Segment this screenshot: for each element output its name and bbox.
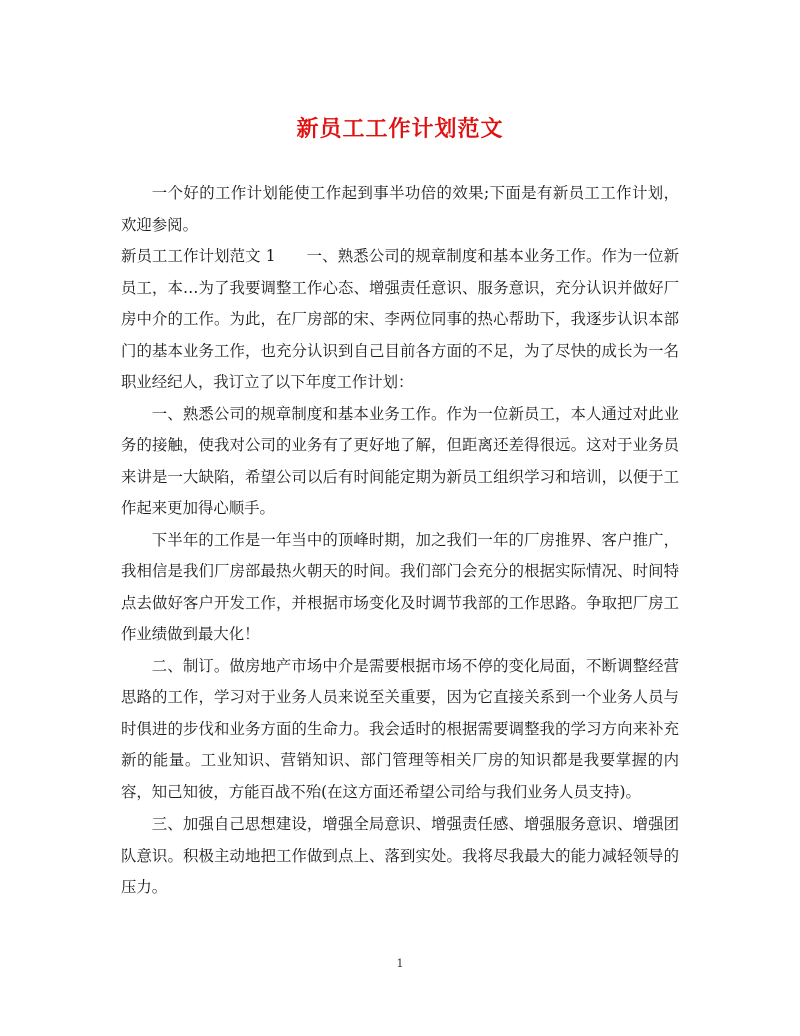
paragraph-second-half: 下半年的工作是一年当中的顶峰时期，加之我们一年的厂房推界、客户推广，我相信是我们厂房部最热火朝天的时间。我们部门会充分的根据实际情况、时间特点去做好客户开发工作，并根据市场变化及时调节我部的工作思路。争取把厂房工作业绩做到最大化！ (121, 530, 679, 643)
paragraph-section-two: 二、制订。做房地产市场中介是需要根据市场不停的变化局面，不断调整经营思路的工作，学习对于业务人员来说至关重要，因为它直接关系到一个业务人员与时俱进的步伐和业务方面的生命力。我会适时的根据需要调整我的学习方向来补充新的能量。工业知识、营销知识、部门管理等相关厂房的知识都是我要掌握的内容，知己知彼，方能百战不殆(在这方面还希望公司给与我们业务人员支持)。 (121, 656, 679, 801)
page-number: 1 (396, 957, 404, 970)
paragraph-intro: 一个好的工作计划能使工作起到事半功倍的效果;下面是有新员工工作计划，欢迎参阅。 (121, 184, 679, 234)
paragraph-plan-heading: 新员工工作计划范文 1 一、熟悉公司的规章制度和基本业务工作。作为一位新员工，本…为了我要调整工作心态、增强责任意识、服务意识，充分认识并做好厂房中介的工作。为此，在厂房部的宋、李两位同事的热心帮助下，我逐步认识本部门的基本业务工作，也充分认识到自己目前各方面的不足，为了尽快的成长为一名职业经纪人，我订立了以下年度工作计划： (121, 247, 679, 391)
document-body (121, 178, 679, 904)
paragraph-section-three: 三、加强自己思想建设，增强全局意识、增强责任感、增强服务意识、增强团队意识。积极主动地把工作做到点上、落到实处。我将尽我最大的能力减轻领导的压力。 (121, 815, 679, 896)
document-title: 新员工工作计划范文 (296, 116, 504, 142)
paragraph-section-one: 一、熟悉公司的规章制度和基本业务工作。作为一位新员工，本人通过对此业务的接触，使我对公司的业务有了更好地了解，但距离还差得很远。这对于业务员来讲是一大缺陷，希望公司以后有时间能定期为新员工组织学习和培训，以便于工作起来更加得心顺手。 (121, 404, 679, 517)
